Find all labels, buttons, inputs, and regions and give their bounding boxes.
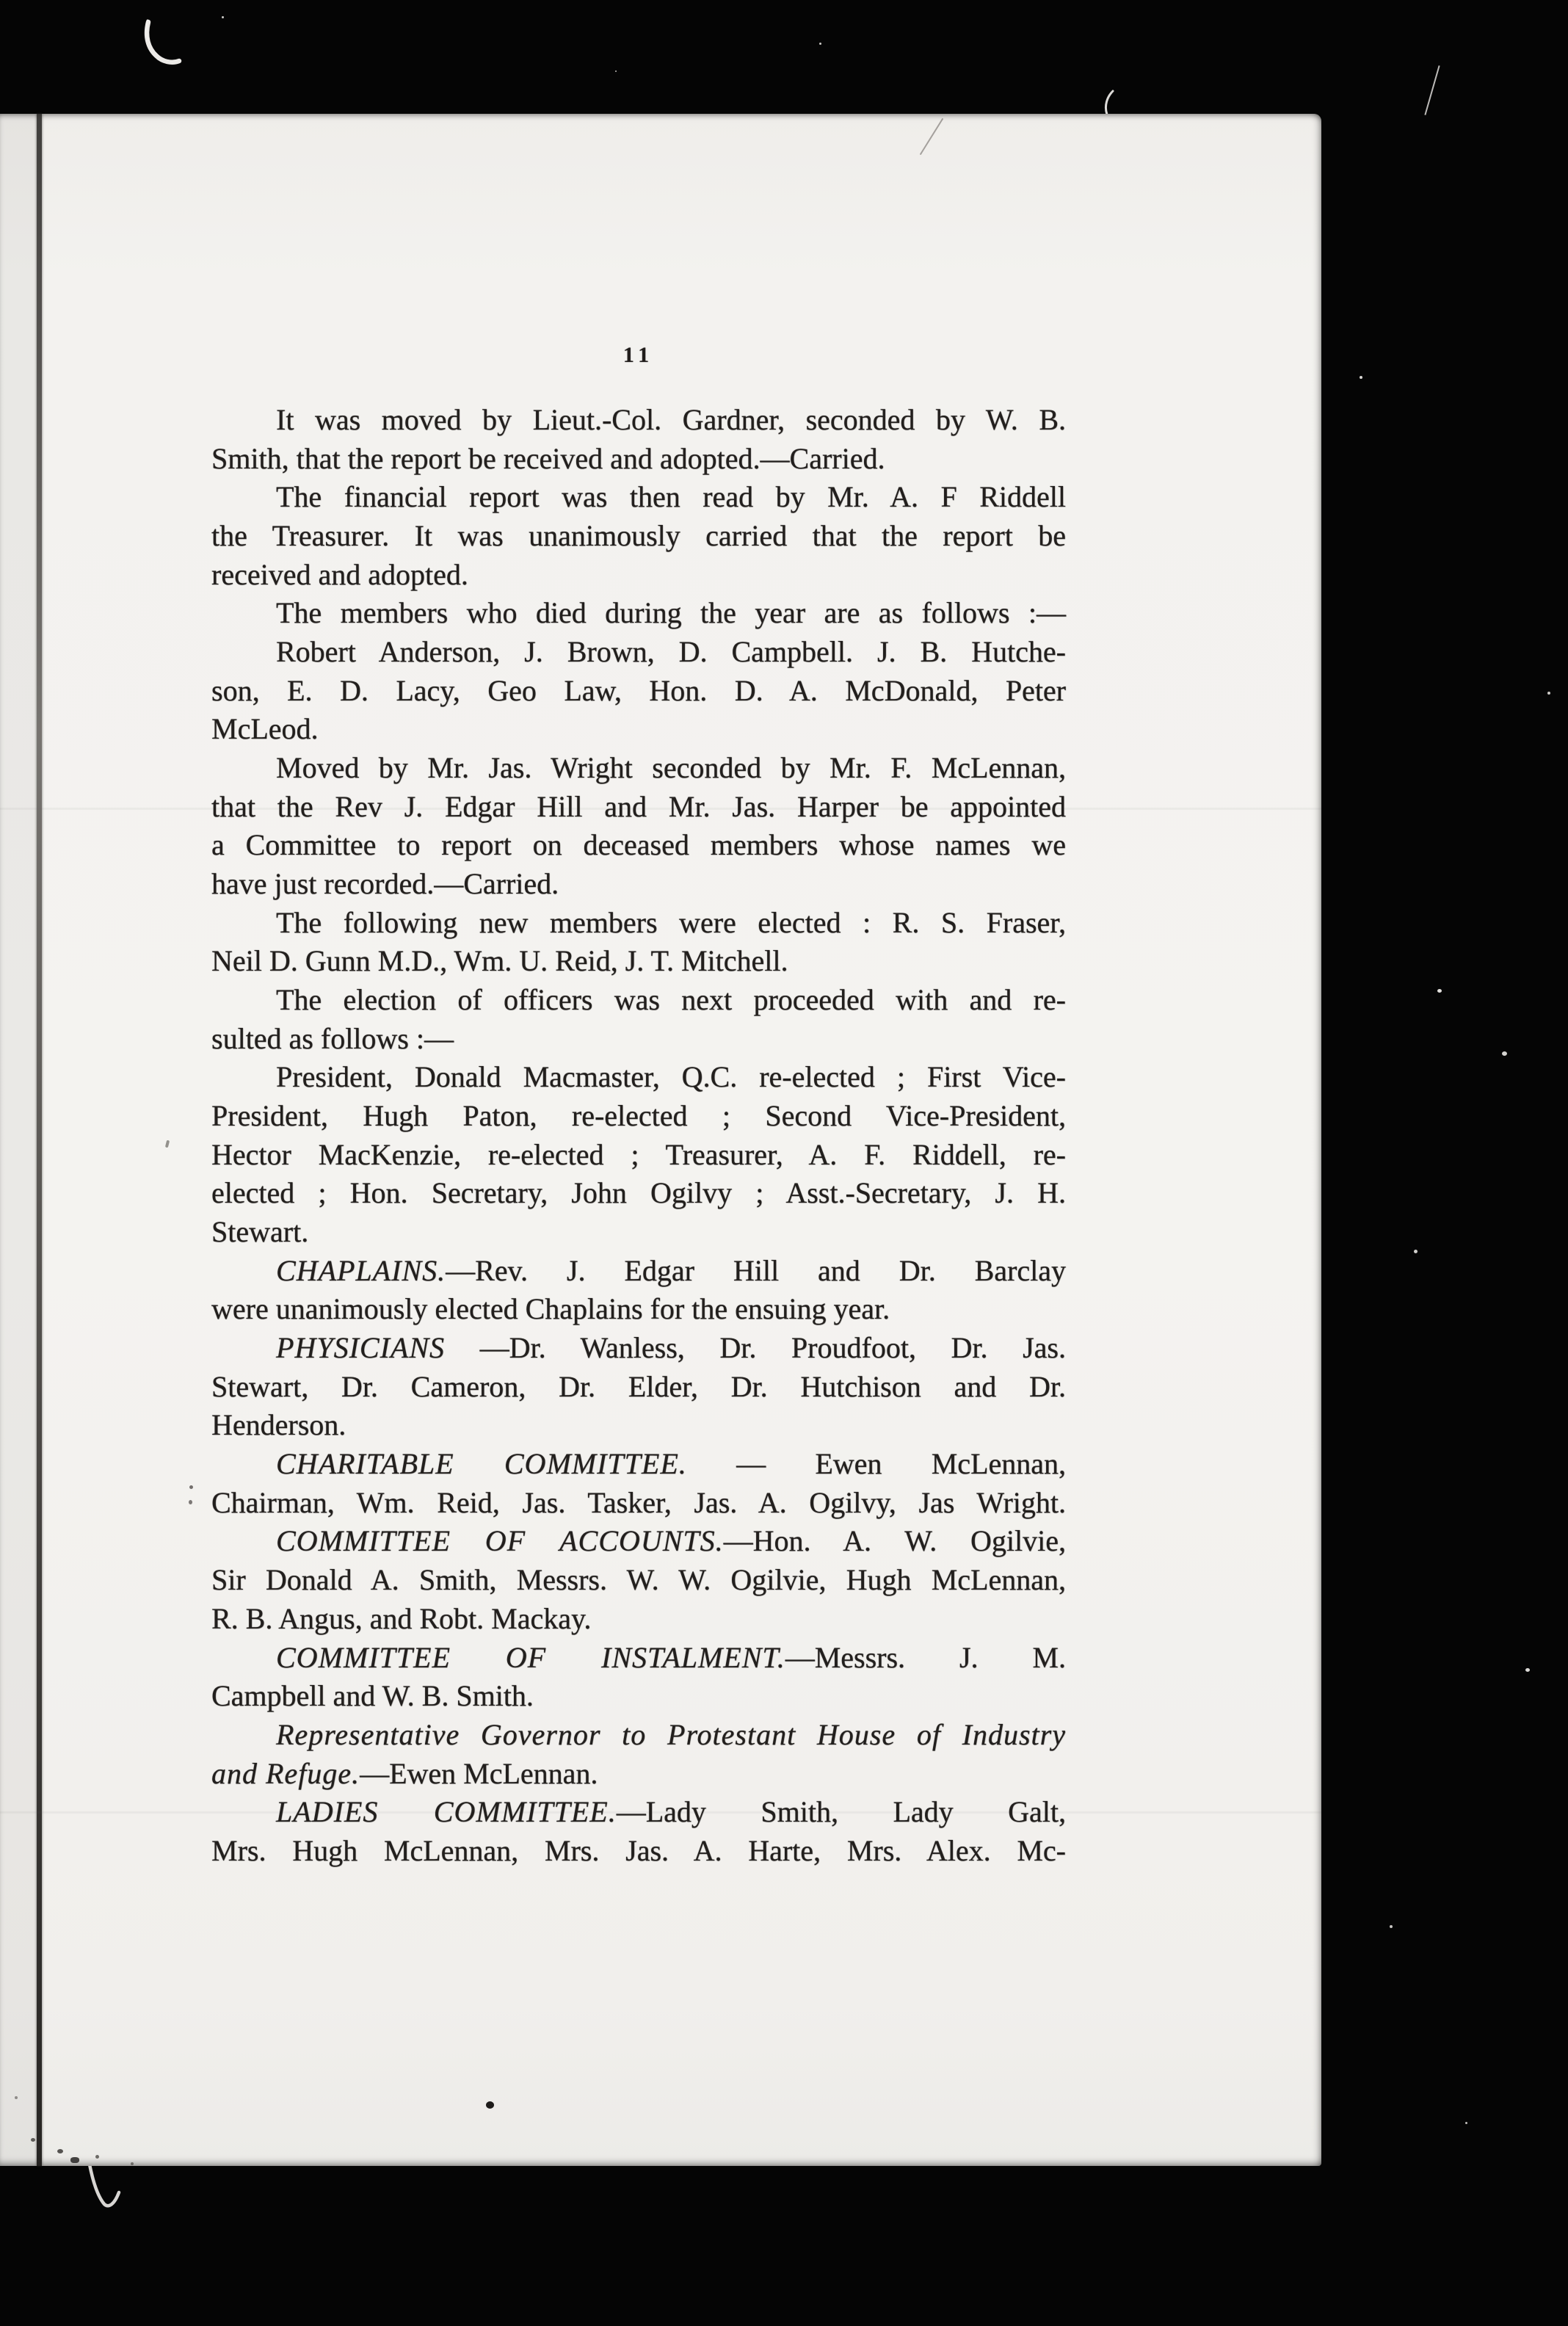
text-segment: received and adopted. — [211, 557, 468, 591]
text-segment: Smith, that the report be received and adopted.—Carried. — [211, 441, 885, 475]
text-line — [211, 1329, 1066, 1368]
text-line — [211, 1174, 1066, 1213]
text-segment-italic: LADIES COMMITTEE. — [276, 1795, 617, 1829]
text-line — [211, 981, 1066, 1020]
text-column — [211, 401, 1066, 1871]
text-line — [211, 594, 1066, 633]
text-segment: Chairman, Wm. Reid, Jas. Tasker, Jas. A. Ogilvy, Jas Wright. — [211, 1485, 1066, 1519]
text-segment: Henderson. — [211, 1408, 346, 1442]
text-line — [211, 942, 1066, 981]
text-line — [211, 1600, 1066, 1639]
text-line — [211, 1290, 1066, 1329]
text-line — [211, 1677, 1066, 1716]
scratch-mark — [920, 118, 943, 155]
text-segment: —Dr. Wanless, Dr. Proudfoot, Dr. Jas. — [445, 1331, 1066, 1365]
text-segment: McLeod. — [211, 712, 319, 746]
text-segment: — Ewen McLennan, — [686, 1447, 1066, 1481]
dust-speck — [1465, 2122, 1467, 2124]
text-segment: Moved by Mr. Jas. Wright seconded by Mr. F. McLennan, — [276, 751, 1066, 785]
text-segment: Robert Anderson, J. Brown, D. Campbell. J. B. Hutche- — [276, 635, 1066, 669]
text-segment: the Treasurer. It was unanimously carried that the report be — [211, 519, 1066, 553]
lint-curl-top-right — [1097, 88, 1122, 117]
dust-speck — [1547, 692, 1550, 695]
margin-ink-dot — [189, 1500, 192, 1504]
text-line — [211, 904, 1066, 943]
lint-thread-top — [137, 18, 189, 76]
text-segment: The financial report was then read by Mr. A. F Riddell — [276, 480, 1066, 514]
text-segment: It was moved by Lieut.-Col. Gardner, seconded by W. B. — [276, 403, 1066, 436]
text-line — [211, 440, 1066, 479]
text-line — [211, 1561, 1066, 1600]
text-line — [211, 826, 1066, 865]
text-segment: R. B. Angus, and Robt. Mackay. — [211, 1601, 592, 1635]
text-segment-italic: PHYSICIANS — [276, 1331, 445, 1365]
smudge — [131, 2162, 134, 2165]
text-segment: —Lady Smith, Lady Galt, — [616, 1795, 1066, 1829]
text-line — [211, 1136, 1066, 1175]
smudge — [15, 2096, 18, 2099]
dust-speck — [222, 16, 224, 18]
text-line — [211, 1097, 1066, 1136]
text-line — [211, 865, 1066, 904]
text-line — [211, 1832, 1066, 1871]
text-line — [211, 1213, 1066, 1252]
text-line — [211, 749, 1066, 788]
text-line — [211, 1639, 1066, 1678]
text-line — [211, 672, 1066, 711]
text-line — [211, 1755, 1066, 1794]
text-line — [211, 788, 1066, 827]
text-segment: elected ; Hon. Secretary, John Ogilvy ; Asst.-Secretary, J. H. — [211, 1176, 1066, 1210]
text-segment: Stewart, Dr. Cameron, Dr. Elder, Dr. Hutchison and Dr. — [211, 1369, 1066, 1403]
text-segment: Sir Donald A. Smith, Messrs. W. W. Ogilvie, Hugh McLennan, — [211, 1563, 1066, 1597]
scratch-mark-top-right — [1424, 65, 1440, 115]
text-segment: The following new members were elected : R. S. Fraser, — [276, 905, 1066, 939]
text-line — [211, 1793, 1066, 1832]
text-line — [211, 556, 1066, 595]
dust-speck — [615, 70, 617, 72]
text-segment: President, Donald Macmaster, Q.C. re-elected ; First Vice- — [276, 1060, 1066, 1094]
text-segment: The election of officers was next proceeded with and re- — [276, 983, 1066, 1017]
text-line — [211, 633, 1066, 672]
text-segment-italic: Representative Governor to Protestant House of Industry — [276, 1717, 1066, 1751]
text-line — [211, 1058, 1066, 1097]
page-number: 11 — [623, 343, 655, 367]
text-segment: Neil D. Gunn M.D., Wm. U. Reid, J. T. Mitchell. — [211, 944, 788, 978]
text-segment: —Rev. J. Edgar Hill and Dr. Barclay — [446, 1253, 1066, 1287]
text-segment: that the Rev J. Edgar Hill and Mr. Jas. Harper be appointed — [211, 789, 1066, 823]
text-line — [211, 710, 1066, 749]
text-segment: Stewart. — [211, 1215, 309, 1249]
text-segment: —Hon. A. W. Ogilvie, — [723, 1524, 1066, 1558]
dust-speck — [1502, 1051, 1507, 1056]
text-segment: —Ewen McLennan. — [360, 1756, 598, 1790]
margin-ink-tick — [165, 1140, 170, 1148]
text-line — [211, 1406, 1066, 1445]
dust-speck — [1360, 376, 1362, 379]
text-segment-italic: COMMITTEE OF INSTALMENT. — [276, 1640, 785, 1674]
text-segment: —Messrs. J. M. — [785, 1640, 1066, 1674]
text-line — [211, 1020, 1066, 1059]
smudge — [70, 2157, 79, 2163]
text-segment: Hector MacKenzie, re-elected ; Treasurer, A. F. Riddell, re- — [211, 1137, 1066, 1171]
text-line — [211, 1368, 1066, 1407]
text-segment: have just recorded.—Carried. — [211, 867, 559, 901]
text-segment: sulted as follows :— — [211, 1021, 454, 1055]
dust-speck — [1437, 989, 1442, 993]
text-line — [211, 1484, 1066, 1523]
text-segment-italic: and Refuge. — [211, 1756, 360, 1790]
text-line — [211, 1522, 1066, 1561]
text-line — [211, 1445, 1066, 1484]
page-paper — [0, 114, 1321, 2166]
text-segment-italic: COMMITTEE OF ACCOUNTS. — [276, 1524, 724, 1558]
smudge — [31, 2138, 35, 2142]
text-segment: Mrs. Hugh McLennan, Mrs. Jas. A. Harte, Mrs. Alex. Mc- — [211, 1833, 1066, 1867]
text-segment: President, Hugh Paton, re-elected ; Second Vice-President, — [211, 1099, 1066, 1133]
text-segment: Campbell and W. B. Smith. — [211, 1679, 534, 1713]
book-binding-edge — [37, 114, 42, 2166]
smudge — [57, 2149, 63, 2153]
text-segment: were unanimously elected Chaplains for the ensuing year. — [211, 1292, 890, 1326]
text-segment-italic: CHAPLAINS. — [276, 1253, 446, 1287]
dust-speck — [1414, 1250, 1418, 1253]
margin-ink-dot — [189, 1485, 193, 1489]
text-line — [211, 401, 1066, 440]
ink-blot — [486, 2101, 494, 2109]
text-line — [211, 517, 1066, 556]
dust-speck — [1390, 1925, 1393, 1928]
text-segment: son, E. D. Lacy, Geo Law, Hon. D. A. McDonald, Peter — [211, 673, 1066, 707]
text-segment-italic: CHARITABLE COMMITTEE. — [276, 1447, 687, 1481]
smudge — [95, 2155, 99, 2159]
dust-speck — [1525, 1668, 1530, 1672]
text-line — [211, 1716, 1066, 1755]
text-segment: a Committee to report on deceased members whose names we — [211, 828, 1066, 862]
page-gutter-strip — [0, 114, 37, 2166]
text-line — [211, 478, 1066, 517]
dust-speck — [819, 43, 821, 45]
text-segment: The members who died during the year are as follows :— — [276, 596, 1066, 630]
lint-thread-bottom — [81, 2162, 134, 2219]
text-line — [211, 1252, 1066, 1291]
